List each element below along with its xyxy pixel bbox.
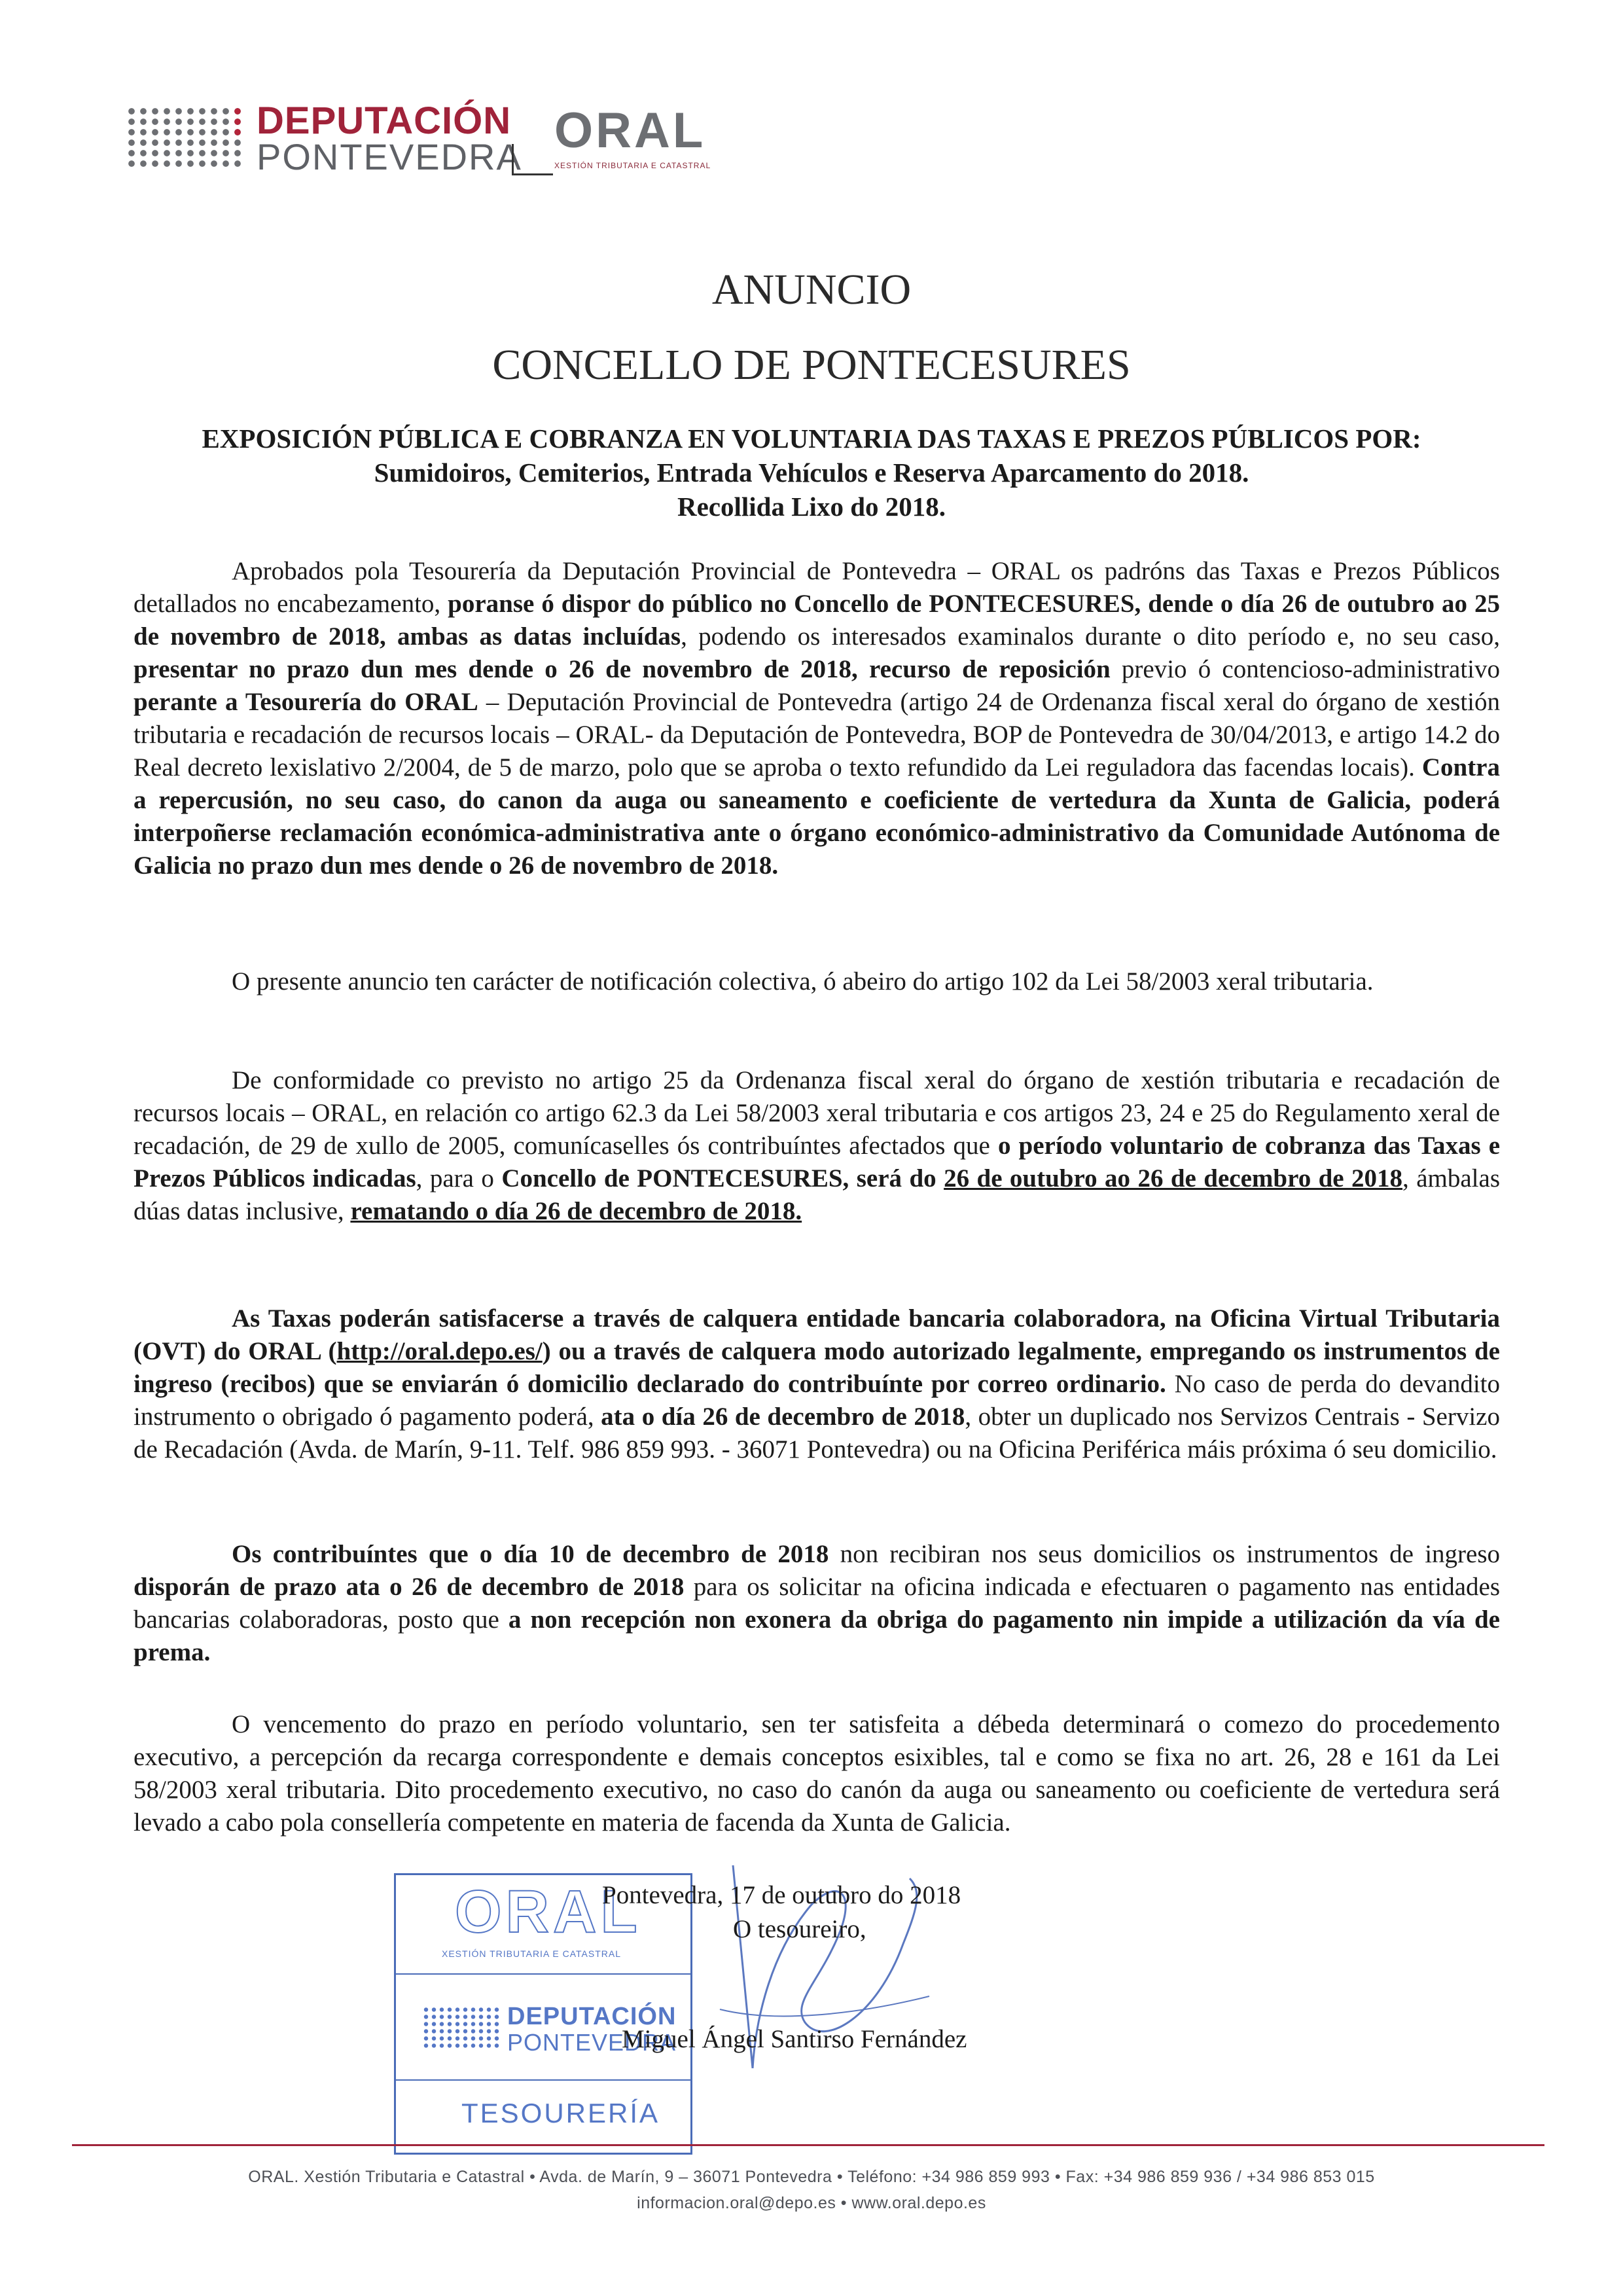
stamp-divider <box>396 2079 690 2081</box>
stamp-oral-logo: ORAL <box>455 1878 641 1945</box>
paragraph-non-recepcion: Os contribuíntes que o día 10 de decembro de 2018 non recibiran nos seus domicilios os instrumentos de ingreso disporán de prazo ata o 26 de decembro de 2018 para os solicitar na oficina indicada e efectuaren o pagamento nas entidades bancarias colaboradoras, posto que a non recepción non exonera da obriga do pagamento nin impide a utilización da vía de prema. <box>134 1540 1500 1666</box>
subtitle-line-3: Recollida Lixo do 2018. <box>677 492 946 522</box>
document-title: ANUNCIO <box>711 266 912 314</box>
oral-logo-subtitle: XESTIÓN TRIBUTARIA E CATASTRAL <box>554 161 711 170</box>
signature-role: O tesoureiro, <box>733 1915 866 1943</box>
oral-logo: ORAL <box>554 103 706 158</box>
stamp-deputacion-line1: DEPUTACIÓN <box>507 2003 677 2030</box>
deputacion-logo-red-dots <box>232 106 243 137</box>
signature-name: Miguel Ángel Santirso Fernández <box>622 2025 967 2053</box>
stamp-oral-subtitle: XESTIÓN TRIBUTARIA E CATASTRAL <box>442 1948 622 1959</box>
deputacion-logo-line1: DEPUTACIÓN <box>257 99 512 142</box>
footer-address: ORAL. Xestión Tributaria e Catastral • Avda. de Marín, 9 – 36071 Pontevedra • Teléfono: +34 986 859 993 • Fax: +34 986 859 936 / +34 986 853 015 <box>248 2168 1375 2186</box>
footer-divider <box>72 2144 1544 2146</box>
deputacion-logo-dots <box>126 106 243 169</box>
subtitle-line-2: Sumidoiros, Cemiterios, Entrada Vehículos e Reserva Aparcamento do 2018. <box>374 457 1249 488</box>
stamp-deputacion-line2: PONTEVEDRA <box>507 2029 677 2056</box>
header-logos <box>126 98 715 183</box>
stamp-tesoureria: TESOURERÍA <box>461 2098 660 2128</box>
ovt-link[interactable]: http://oral.depo.es/ <box>336 1337 543 1365</box>
paragraph-pagamento: As Taxas poderán satisfacerse a través de calquera entidade bancaria colaboradora, na Oficina Virtual Tributaria (OVT) do ORAL (http://oral.depo.es/) ou a través de calquera modo autorizado legalmente, empregando os instrumentos de ingreso (recibos) que se enviarán ó domicilio declarado do contribuínte por correo ordinario. No caso de perda do devandito instrumento o obrigado ó pagamento poderá, ata o día 26 de decembro de 2018, obter un duplicado nos Servizos Centrais - Servizo de Recadación (Avda. de Marín, 9-11. Telf. 986 859 993. - 36071 Pontevedra) ou na Oficina Periférica máis próxima ó seu domicilio. <box>134 1304 1500 1463</box>
paragraph-periodo-voluntario: De conformidade co previsto no artigo 25 da Ordenanza fiscal xeral do órgano de xestión tributaria e recadación de recursos locais – ORAL, en relación co artigo 62.3 da Lei 58/2003 xeral tributaria e cos artigos 23, 24 e 25 do Regulamento xeral de recadación, de 29 de xullo de 2005, comunícaselles ós contribuíntes afectados que o período voluntario de cobranza das Taxas e Prezos Públicos indicadas, para o Concello de PONTECESURES, será do 26 de outubro ao 26 de decembro de 2018, ámbalas dúas datas inclusive, rematando o día 26 de decembro de 2018. <box>134 1066 1501 1225</box>
deputacion-logo-line2: PONTEVEDRA <box>257 136 522 177</box>
subtitle-line-1: EXPOSICIÓN PÚBLICA E COBRANZA EN VOLUNTARIA DAS TAXAS E PREZOS PÚBLICOS POR: <box>202 423 1421 454</box>
oral-logo-bracket <box>512 144 553 175</box>
paragraph-notificacion: O presente anuncio ten carácter de notificación colectiva, ó abeiro do artigo 102 da Lei 58/2003 xeral tributaria. <box>232 967 1374 996</box>
signature-date: Pontevedra, 17 de outubro do 2018 <box>602 1881 961 1909</box>
footer-contact: informacion.oral@depo.es • www.oral.depo.es <box>637 2194 986 2212</box>
concello-title: CONCELLO DE PONTECESURES <box>492 341 1131 389</box>
paragraph-exposicion: Aprobados pola Tesourería da Deputación Provincial de Pontevedra – ORAL os padróns das Taxas e Prezos Públicos detallados no encabezamento, poranse ó dispor do público no Concello de PONTECESURES, dende o día 26 de outubro ao 25 de novembro de 2018, ambas as datas incluídas, podendo os interesados examinalos durante o dito período e, no seu caso, presentar no prazo dun mes dende o 26 de novembro de 2018, recurso de reposición previo ó contencioso-administrativo perante a Tesourería do ORAL – Deputación Provincial de Pontevedra (artigo 24 de Ordenanza fiscal xeral do órgano de xestión tributaria e recadación de recursos locais – ORAL- da Deputación de Pontevedra, BOP de Pontevedra de 30/04/2013, e artigo 14.2 do Real decreto lexislativo 2/2004, de 5 de marzo, polo que se aproba o texto refundido da Lei reguladora das facendas locais). Contra a repercusión, no seu caso, do canon da auga ou saneamento e coeficiente de vertedura da Xunta de Galicia, poderá interpoñerse reclamación económica-administrativa ante o órgano económico-administrativo da Comunidade Autónoma de Galicia no prazo dun mes dende o 26 de novembro de 2018. <box>134 557 1501 880</box>
paragraph-vencemento: O vencemento do prazo en período voluntario, sen ter satisfeita a débeda determinará o comezo do procedemento executivo, a percepción da recarga correspondente e demais conceptos esixibles, tal e como se fixa no art. 26, 28 e 161 da Lei 58/2003 xeral tributaria. Dito procedemento executivo, no caso do canón da auga ou saneamento ou coeficiente de vertedura será levado a cabo pola consellería competente en materia de facenda da Xunta de Galicia. <box>134 1710 1500 1837</box>
stamp-deputacion-dots <box>422 2006 501 2048</box>
